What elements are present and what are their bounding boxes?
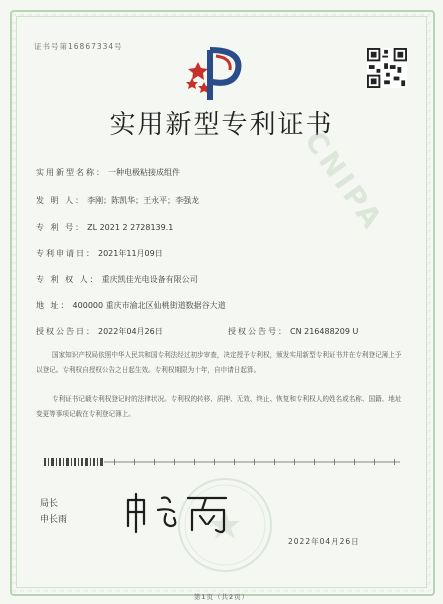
watermark-text: CNIPA: [297, 125, 391, 238]
certificate-number: 证书号第16867334号: [34, 42, 123, 51]
field-patent-number: [36, 222, 173, 233]
cnipa-logo-icon: [180, 42, 250, 102]
issue-date: 2022年04月26日: [288, 537, 360, 546]
field-address: [36, 300, 226, 311]
field-grant-number: [228, 326, 358, 337]
field-label: 专利申请日：: [36, 249, 96, 258]
handwritten-signature: [122, 490, 242, 534]
field-value: 李刚；陈凯华；王永平；李强龙: [87, 196, 200, 205]
field-label: 专 利 权 人：: [36, 275, 100, 284]
field-label: 授权公告日：: [36, 327, 96, 336]
field-patentee: [36, 274, 198, 285]
field-value: CN 216488209 U: [290, 327, 359, 336]
field-value: ZL 2021 2 2728139.1: [87, 223, 174, 232]
field-label: 授权公告号：: [228, 327, 288, 336]
body-paragraph-grant: 国家知识产权局依照中华人民共和国专利法经过初步审查，决定授予专利权，颁发实用新型专利证书并在专利登记簿上予以登记。专利权自授权公告之日起生效。专利权期限为十年，自申请日起算。: [36, 351, 402, 374]
barcode-strip: [44, 458, 400, 466]
field-value: 2022年04月26日: [98, 327, 163, 336]
field-inventor: [36, 195, 199, 206]
field-value: 一种电极粘接成组件: [108, 168, 180, 177]
body-paragraph-legal-status: 专利证书记载专利权登记时的法律状况。专利权的转移、质押、无效、终止、恢复和专利权人的姓名或名称、国籍、地址变更等事项记载在专利登记簿上。: [36, 395, 402, 418]
field-grant-date: [36, 326, 163, 337]
field-label: 发 明 人：: [36, 196, 86, 205]
field-value: 400000 重庆市渝北区仙桃街道数据谷大道: [72, 301, 226, 310]
signatory-title: 局长: [40, 499, 59, 509]
field-application-date: [36, 248, 163, 259]
field-value: 2021年11月09日: [98, 249, 163, 258]
field-value: 重庆凯佳光电设备有限公司: [101, 275, 198, 284]
page-footer: 第1页（共2页）: [193, 593, 250, 601]
certificate-title: 实用新型专利证书: [109, 110, 334, 140]
qr-code-icon: [367, 48, 407, 88]
field-label: 实用新型名称：: [36, 168, 106, 177]
field-utility-model-name: [36, 167, 180, 178]
field-label: 专 利 号：: [36, 223, 86, 232]
field-label: 地 址：: [36, 301, 71, 310]
signatory-name: 申长雨: [40, 515, 68, 525]
